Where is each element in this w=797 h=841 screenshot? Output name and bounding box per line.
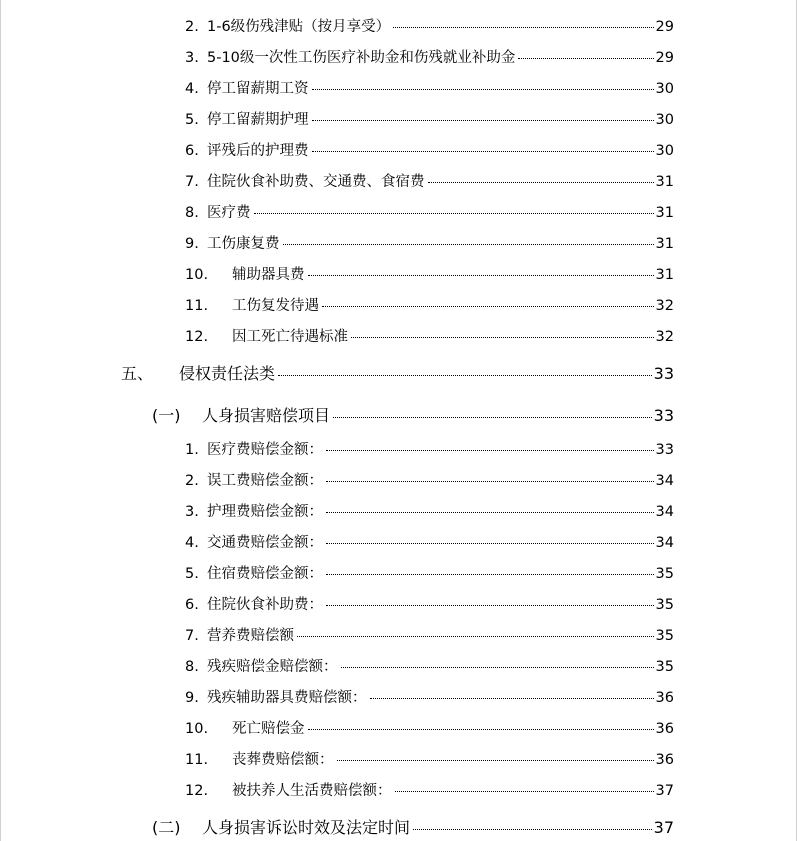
toc-entry-number: 5.	[185, 112, 199, 128]
toc-entry-page: 33	[655, 442, 674, 458]
toc-entry-title: 5-10级一次性工伤医疗补助金和伤残就业补助金	[207, 50, 516, 66]
toc-entry-title: 误工费赔偿金额：	[207, 473, 323, 489]
toc-entry-number: 4.	[185, 535, 199, 551]
toc-dot-leader	[308, 275, 654, 276]
toc-dot-leader	[351, 337, 654, 338]
toc-entry[interactable]	[185, 531, 674, 552]
toc-section-title: 侵权责任法类	[179, 364, 276, 383]
toc-entry-title: 残疾辅助器具费赔偿额：	[207, 690, 367, 706]
toc-subsection-title: 人身损害诉讼时效及法定时间	[202, 818, 411, 837]
toc-dot-leader	[283, 244, 654, 245]
toc-entry-title: 残疾赔偿金赔偿额：	[207, 659, 338, 675]
toc-entry[interactable]	[185, 593, 674, 614]
toc-entry-number: 1.	[185, 442, 199, 458]
toc-entry-number: 3.	[185, 504, 199, 520]
toc-entry-number: 7.	[185, 174, 199, 190]
toc-entry[interactable]	[185, 139, 674, 160]
toc-entry[interactable]	[185, 438, 674, 459]
toc-entry-page: 36	[655, 690, 674, 706]
toc-entry-title: 死亡赔偿金	[232, 721, 305, 737]
toc-entry-page: 32	[655, 298, 674, 314]
toc-entry-title: 辅助器具费	[232, 267, 305, 283]
toc-entry-page: 35	[655, 597, 674, 613]
toc-entry-number: 4.	[185, 81, 199, 97]
toc-entry-page: 31	[655, 236, 674, 252]
toc-entry-page: 30	[655, 143, 674, 159]
toc-entry[interactable]	[185, 46, 674, 67]
toc-subsection-number: (二)	[152, 818, 181, 837]
toc-entry-title: 住宿费赔偿金额：	[207, 566, 323, 582]
toc-entry-number: 2.	[185, 473, 199, 489]
toc-entry-title: 交通费赔偿金额：	[207, 535, 323, 551]
toc-entry-number: 7.	[185, 628, 199, 644]
toc-entry-page: 35	[655, 628, 674, 644]
toc-entry-title: 停工留薪期工资	[207, 81, 309, 97]
toc-entry-number: 6.	[185, 143, 199, 159]
toc-entry-title: 停工留薪期护理	[207, 112, 309, 128]
toc-entry-page: 29	[655, 19, 674, 35]
toc-dot-leader	[393, 27, 653, 28]
toc-entry-page: 35	[655, 566, 674, 582]
toc-entry-page: 31	[655, 174, 674, 190]
toc-entry-page: 35	[655, 659, 674, 675]
toc-entry-page: 30	[655, 81, 674, 97]
toc-dot-leader	[308, 729, 654, 730]
toc-entry[interactable]	[185, 294, 674, 315]
toc-dot-leader	[326, 605, 654, 606]
toc-entry[interactable]	[185, 77, 674, 98]
toc-entry[interactable]	[185, 500, 674, 521]
toc-entry-number: 10.	[185, 721, 209, 737]
toc-entry-title: 1-6级伤残津贴（按月享受）	[207, 19, 391, 35]
toc-entry-page: 36	[655, 752, 674, 768]
toc-entry[interactable]	[185, 779, 674, 800]
toc-entry-number: 8.	[185, 659, 199, 675]
toc-dot-leader	[395, 791, 654, 792]
toc-section-page: 33	[653, 364, 674, 383]
toc-entry[interactable]	[185, 263, 674, 284]
toc-entry[interactable]	[185, 201, 674, 222]
toc-entry-number: 10.	[185, 267, 209, 283]
toc-dot-leader	[428, 182, 654, 183]
toc-dot-leader	[254, 213, 654, 214]
toc-entry-page: 31	[655, 267, 674, 283]
toc-entry-title: 住院伙食补助费：	[207, 597, 323, 613]
toc-dot-leader	[322, 306, 654, 307]
toc-entry-number: 5.	[185, 566, 199, 582]
toc-entry-number: 11.	[185, 298, 209, 314]
toc-section-entry[interactable]	[121, 361, 674, 384]
toc-subsection-title: 人身损害赔偿项目	[202, 406, 331, 425]
toc-entry[interactable]	[185, 325, 674, 346]
toc-entry-number: 12.	[185, 329, 209, 345]
toc-entry[interactable]	[185, 717, 674, 738]
toc-dot-leader	[312, 151, 654, 152]
toc-entry-number: 9.	[185, 236, 199, 252]
toc-entry-title: 医疗费	[207, 205, 251, 221]
toc-entry-title: 住院伙食补助费、交通费、食宿费	[207, 174, 425, 190]
toc-entry-number: 8.	[185, 205, 199, 221]
toc-entry-page: 32	[655, 329, 674, 345]
toc-dot-leader	[370, 698, 654, 699]
toc-section-number: 五、	[121, 364, 154, 383]
toc-dot-leader	[518, 58, 653, 59]
toc-dot-leader	[413, 829, 652, 830]
toc-entry-title: 被扶养人生活费赔偿额：	[232, 783, 392, 799]
toc-entry-title: 工伤复发待遇	[232, 298, 319, 314]
toc-entry[interactable]	[185, 15, 674, 36]
toc-subsection-entry[interactable]	[152, 403, 674, 426]
toc-entry-number: 3.	[185, 50, 199, 66]
toc-dot-leader	[337, 760, 654, 761]
toc-dot-leader	[326, 450, 654, 451]
toc-entry[interactable]	[185, 170, 674, 191]
toc-subsection-page: 37	[653, 818, 674, 837]
toc-entry-title: 护理费赔偿金额：	[207, 504, 323, 520]
toc-entry-title: 营养费赔偿额	[207, 628, 294, 644]
toc-dot-leader	[341, 667, 654, 668]
toc-entry-title: 工伤康复费	[207, 236, 280, 252]
toc-entry-page: 31	[655, 205, 674, 221]
toc-entry-number: 12.	[185, 783, 209, 799]
toc-dot-leader	[312, 89, 654, 90]
toc-entry[interactable]	[185, 469, 674, 490]
toc-entry[interactable]	[185, 686, 674, 707]
toc-entry-page: 36	[655, 721, 674, 737]
toc-entry-number: 9.	[185, 690, 199, 706]
toc-dot-leader	[326, 543, 654, 544]
toc-entry-number: 6.	[185, 597, 199, 613]
toc-entry-title: 评残后的护理费	[207, 143, 309, 159]
toc-entry-page: 30	[655, 112, 674, 128]
toc-entry-page: 34	[655, 535, 674, 551]
toc-entry-page: 37	[655, 783, 674, 799]
toc-subsection-page: 33	[653, 406, 674, 425]
toc-entry-number: 2.	[185, 19, 199, 35]
toc-entry-page: 34	[655, 473, 674, 489]
toc-dot-leader	[312, 120, 654, 121]
toc-entry-page: 34	[655, 504, 674, 520]
toc-entry-title: 丧葬费赔偿额：	[232, 752, 334, 768]
toc-entry-page: 29	[655, 50, 674, 66]
toc-entry[interactable]	[185, 624, 674, 645]
toc-entry-title: 医疗费赔偿金额：	[207, 442, 323, 458]
toc-entry-number: 11.	[185, 752, 209, 768]
toc-dot-leader	[326, 512, 654, 513]
toc-entry-title: 因工死亡待遇标准	[232, 329, 348, 345]
toc-entry[interactable]	[185, 655, 674, 676]
toc-subsection-entry[interactable]	[152, 815, 674, 838]
toc-dot-leader	[333, 417, 652, 418]
toc-dot-leader	[278, 375, 652, 376]
toc-entry[interactable]	[185, 748, 674, 769]
toc-entry[interactable]	[185, 562, 674, 583]
toc-entry[interactable]	[185, 108, 674, 129]
toc-dot-leader	[326, 574, 654, 575]
toc-dot-leader	[297, 636, 654, 637]
toc-subsection-number: (一)	[152, 406, 181, 425]
toc-dot-leader	[326, 481, 654, 482]
toc-entry[interactable]	[185, 232, 674, 253]
